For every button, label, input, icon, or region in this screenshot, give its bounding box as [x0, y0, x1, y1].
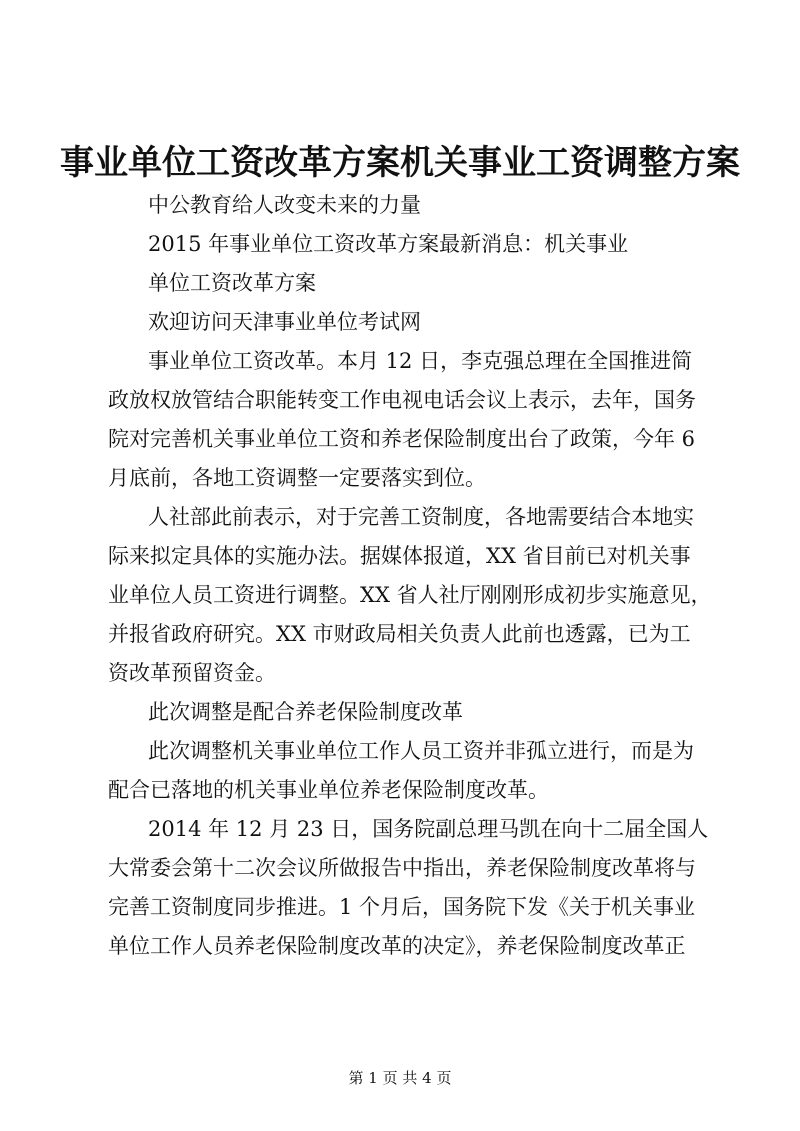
- body-text-line: 单位工作人员养老保险制度改革的决定》，养老保险制度改革正: [108, 934, 686, 958]
- body-text-line: 业单位人员工资进行调整。XX 省人社厅刚刚形成初步实施意见，: [108, 583, 712, 607]
- body-text-line: 完善工资制度同步推进。1 个月后，国务院下发《关于机关事业: [108, 895, 696, 919]
- body-text-line: 院对完善机关事业单位工资和养老保险制度出台了政策，今年 6: [108, 427, 696, 451]
- body-text-line: 并报省政府研究。XX 市财政局相关负责人此前也透露，已为工: [108, 622, 691, 646]
- body-text-line: 单位工资改革方案: [148, 271, 316, 295]
- page-footer: 第 1 页 共 4 页: [348, 1069, 452, 1087]
- document-title: 事业单位工资改革方案机关事业工资调整方案: [60, 143, 740, 183]
- body-text-line: 2014 年 12 月 23 日，国务院副总理马凯在向十二届全国人: [148, 817, 709, 841]
- body-text-line: 月底前，各地工资调整一定要落实到位。: [108, 466, 486, 490]
- document-body: [108, 186, 713, 966]
- body-text-line: 2015 年事业单位工资改革方案最新消息：机关事业: [148, 232, 629, 256]
- body-text-line: 配合已落地的机关事业单位养老保险制度改革。: [108, 778, 549, 802]
- body-text-line: 大常委会第十二次会议所做报告中指出，养老保险制度改革将与: [108, 856, 696, 880]
- body-text-line: 此次调整是配合养老保险制度改革: [148, 700, 463, 724]
- body-text-line: 际来拟定具体的实施办法。据媒体报道，XX 省目前已对机关事: [108, 544, 691, 568]
- body-text-line: 中公教育给人改变未来的力量: [148, 193, 421, 217]
- body-text-line: 此次调整机关事业单位工作人员工资并非孤立进行，而是为: [148, 739, 694, 763]
- body-text-line: 政放权放管结合职能转变工作电视电话会议上表示，去年，国务: [108, 388, 696, 412]
- body-text-line: 资改革预留资金。: [108, 661, 276, 685]
- body-text-line: 人社部此前表示，对于完善工资制度，各地需要结合本地实: [148, 505, 694, 529]
- body-text-line: 事业单位工资改革。本月 12 日，李克强总理在全国推进简: [148, 349, 693, 373]
- body-text-line: 欢迎访问天津事业单位考试网: [148, 310, 421, 334]
